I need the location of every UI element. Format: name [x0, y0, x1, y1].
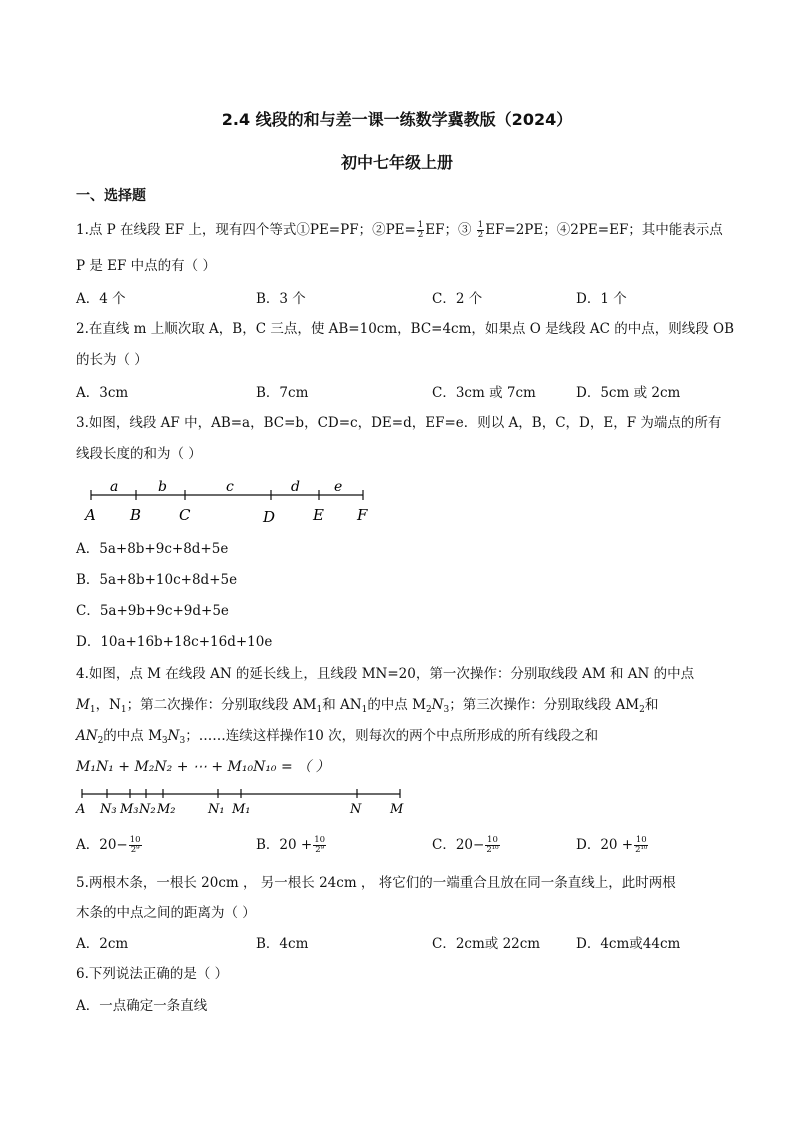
fraction-half: $\frac{1}{2}$	[417, 220, 424, 240]
q1-eq2b: EF；	[425, 222, 458, 238]
question-2-line-2: 的长为（ ）	[76, 352, 148, 368]
q2-option-c: C．3cm 或 7cm	[432, 385, 536, 401]
label-seg-a: a	[110, 479, 119, 495]
label-m: M	[390, 802, 404, 817]
question-1-line-2: P 是 EF 中点的有（ ）	[76, 258, 216, 274]
q1-option-a: A．4 个	[76, 291, 126, 307]
label-point-b: B	[130, 506, 142, 524]
circled-4: ④	[556, 222, 571, 238]
q1-option-d: D．1 个	[576, 291, 627, 307]
q3-option-a: A．5a+8b+9c+8d+5e	[76, 541, 229, 557]
segment-figure-af	[80, 478, 380, 526]
label-n: N	[350, 802, 362, 817]
circled-3: ③	[457, 222, 472, 238]
question-4-line-1: 4.如图，点 M 在线段 AN 的延长线上，且线段 MN=20，第一次操作：分别取线段 AM 和 AN 的中点	[76, 666, 695, 682]
q6-option-a: A．一点确定一条直线	[76, 998, 208, 1014]
label-n3: N₃	[100, 802, 117, 817]
q2-option-d: D．5cm 或 2cm	[576, 385, 681, 401]
label-m1: M₁	[232, 802, 251, 817]
q4-option-b: B．20 + $\frac{10}{\text{2⁹}}$	[256, 835, 326, 855]
question-2-line-1: 2.在直线 m 上顺次取 A，B，C 三点，使 AB=10cm，BC=4cm，如果点 O 是线段 AC 的中点，则线段 OB	[76, 321, 735, 337]
document-title: 2.4 线段的和与差一课一练数学冀教版（2024）	[221, 110, 573, 129]
q5-option-a: A．2cm	[76, 936, 129, 952]
q2-option-b: B．7cm	[256, 385, 309, 401]
label-n2: N₂	[139, 802, 156, 817]
label-point-d: D	[263, 508, 276, 526]
q1-eq4: 2PE=EF；其中能表示点	[570, 222, 723, 238]
question-3-line-1: 3.如图，线段 AF 中，AB=a，BC=b，CD=c，DE=d，EF=e．则以 A，B，C，D，E，F 为端点的所有	[76, 415, 722, 431]
q1-eq3b: EF=2PE；	[485, 222, 557, 238]
q5-option-c: C．2cm或 22cm	[432, 936, 541, 952]
question-4-line-2: $M_1$，$N_1$；第二次操作：分别取线段 $AM_1$和 $AN_1$的中点 $M_2N_3$；第三次操作：分别取线段 $AM_2$和	[76, 697, 659, 715]
circled-2: ②	[372, 222, 386, 238]
label-a: A	[76, 802, 86, 817]
q5-option-b: B．4cm	[256, 936, 309, 952]
q4-option-d: D．20 + $\frac{10}{\text{2¹⁰}}$	[576, 835, 648, 855]
label-n1: N₁	[208, 802, 225, 817]
label-seg-c: c	[226, 479, 234, 495]
label-seg-b: b	[158, 479, 167, 495]
label-point-e: E	[313, 506, 324, 524]
label-point-f: F	[357, 506, 368, 524]
q1-eq2a: PE=	[385, 222, 416, 238]
question-6-line-1: 6.下列说法正确的是（ ）	[76, 966, 229, 982]
segment-figure-am	[74, 786, 414, 822]
question-4-line-3: $AN_2$的中点 $M_3N_3$；……连续这样操作10 次，则每次的两个中点所形成的所有线段之和	[76, 728, 599, 746]
q1-eq1: PE=PF；	[309, 222, 373, 238]
q3-option-d: D．10a+16b+18c+16d+10e	[76, 634, 273, 650]
question-1-line-1	[76, 221, 723, 240]
q3-option-b: B．5a+8b+10c+8d+5e	[76, 572, 238, 588]
label-m3: M₃	[120, 802, 139, 817]
document-subtitle: 初中七年级上册	[340, 153, 453, 172]
q2-option-a: A．3cm	[76, 385, 129, 401]
label-m2: M₂	[157, 802, 176, 817]
q1-option-c: C．2 个	[432, 291, 483, 307]
label-seg-e: e	[334, 479, 343, 495]
circled-1: ①	[296, 222, 310, 238]
label-point-c: C	[179, 506, 191, 524]
q1-option-b: B．3 个	[256, 291, 306, 307]
q4-option-c: C．20− $\frac{10}{\text{2¹⁰}}$	[432, 835, 499, 855]
fraction-half-2: $\frac{1}{2}$	[477, 220, 484, 240]
label-seg-d: d	[291, 479, 300, 495]
q1-text-a: 1.点 P 在线段 EF 上，现有四个等式	[76, 222, 297, 238]
label-point-a: A	[85, 506, 96, 524]
q5-option-d: D．4cm或44cm	[576, 936, 681, 952]
question-3-line-2: 线段长度的和为（ ）	[76, 446, 202, 462]
question-5-line-1: 5.两根木条，一根长 20cm ， 另一根长 24cm ， 将它们的一端重合且放在同一条直线上，此时两根	[76, 875, 676, 891]
question-5-line-2: 木条的中点之间的距离为（ ）	[76, 905, 256, 921]
q3-option-c: C．5a+9b+9c+9d+5e	[76, 603, 229, 619]
question-4-line-4: M₁N₁ + M₂N₂ + ⋯ + M₁₀N₁₀ = （ ）	[76, 759, 330, 775]
q4-option-a: A．20− $\frac{10}{\text{2⁹}}$	[76, 835, 141, 855]
section-heading: 一、选择题	[76, 188, 146, 204]
